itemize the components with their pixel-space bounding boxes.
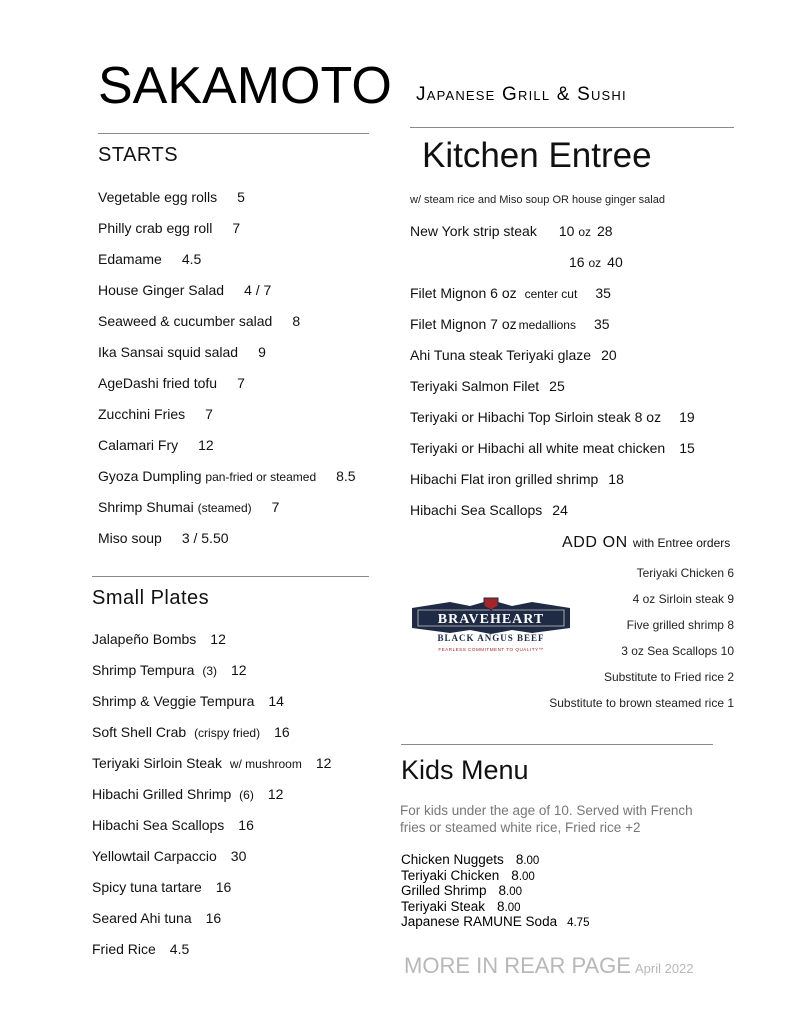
menu-item xyxy=(92,940,189,958)
item-name: AgeDashi fried tofu xyxy=(98,375,218,391)
item-price: 35 xyxy=(595,285,611,301)
item-price-cents: .00 xyxy=(504,901,521,914)
item-price: 7 xyxy=(237,375,245,391)
item-price: 16 xyxy=(215,879,232,895)
item-name: Teriyaki or Hibachi all white meat chicken xyxy=(410,440,666,456)
item-name: Zucchini Fries xyxy=(98,406,186,422)
item-price: 28 xyxy=(597,223,613,239)
item-name: Filet Mignon 6 oz xyxy=(410,285,517,301)
item-price: 3 / 5.50 xyxy=(181,530,229,546)
menu-item xyxy=(98,312,300,330)
item-name: Spicy tuna tartare xyxy=(92,879,202,895)
entree-item xyxy=(410,222,613,241)
item-price: 25 xyxy=(549,378,565,394)
item-price: 8 xyxy=(511,867,519,883)
item-name: Seaweed & cucumber salad xyxy=(98,313,273,329)
add-on-item: 3 oz Sea Scallops 10 xyxy=(621,644,734,658)
item-name: Teriyaki Sirloin Steak xyxy=(92,755,222,771)
item-note: pan-fried or steamed xyxy=(205,470,317,484)
item-price: 35 xyxy=(593,316,610,332)
add-on-item: Substitute to Fried rice 2 xyxy=(603,670,734,684)
item-price: 4.5 xyxy=(169,941,190,957)
item-name: Calamari Fry xyxy=(98,437,179,453)
item-name: Yellowtail Carpaccio xyxy=(92,848,217,864)
menu-item xyxy=(98,529,229,547)
item-name: Japanese RAMUNE Soda xyxy=(401,914,558,929)
starts-heading: STARTS xyxy=(98,144,179,166)
item-name: Teriyaki Salmon Filet xyxy=(410,378,540,394)
menu-item xyxy=(98,498,279,517)
item-note: (steamed) xyxy=(197,501,252,515)
item-price: 16 xyxy=(205,910,222,926)
add-on-item: Teriyaki Chicken 6 xyxy=(636,566,734,580)
add-on-item: Substitute to brown steamed rice 1 xyxy=(549,696,734,710)
item-name: Edamame xyxy=(98,251,162,267)
restaurant-tagline: Japanese Grill & Sushi xyxy=(416,84,627,105)
item-name: Hibachi Grilled Shrimp xyxy=(92,786,232,802)
item-name: Hibachi Sea Scallops xyxy=(92,817,225,833)
item-price: 8.5 xyxy=(336,468,356,484)
entree-item xyxy=(410,346,617,364)
divider-small-plates xyxy=(92,576,369,577)
item-note: (3) xyxy=(202,664,218,678)
divider-kids xyxy=(401,744,713,745)
menu-item xyxy=(98,374,245,392)
menu-item xyxy=(92,661,247,680)
item-price-cents: .00 xyxy=(506,886,523,898)
item-name: Gyoza Dumpling xyxy=(98,468,202,484)
kitchen-entree-heading: Kitchen Entree xyxy=(422,136,652,175)
item-name: Miso soup xyxy=(98,530,162,546)
braveheart-logo-graphic xyxy=(410,596,572,656)
item-price: 4.75 xyxy=(567,917,590,929)
divider-entree xyxy=(410,127,734,128)
entree-item xyxy=(410,315,610,334)
add-on-heading xyxy=(562,534,730,552)
kitchen-entree-note: w/ steam rice and Miso soup OR house ginger salad xyxy=(410,194,665,206)
add-on-item: Five grilled shrimp 8 xyxy=(626,618,734,632)
menu-item xyxy=(92,754,331,773)
item-name: Chicken Nuggets xyxy=(401,852,504,867)
divider-starts xyxy=(98,133,369,134)
item-name: Fried Rice xyxy=(92,941,156,957)
item-unit: oz xyxy=(588,256,602,270)
item-price: 16 xyxy=(238,817,254,833)
menu-item xyxy=(98,436,214,454)
entree-item xyxy=(410,470,624,488)
add-on-subtitle: with Entree orders xyxy=(632,536,731,550)
logo-line3-text: FEARLESS COMMITMENT TO QUALITY™ xyxy=(438,647,544,652)
add-on-title: ADD ON xyxy=(562,534,628,551)
item-name: Shrimp Shumai xyxy=(98,499,194,515)
item-price: 7 xyxy=(205,406,213,422)
item-price: 12 xyxy=(315,755,332,771)
item-name: Ika Sansai squid salad xyxy=(98,344,239,360)
item-note: (6) xyxy=(239,788,254,802)
item-price: 20 xyxy=(601,347,617,363)
menu-item xyxy=(98,250,201,268)
menu-item xyxy=(98,343,266,361)
menu-item xyxy=(92,723,290,742)
item-price-cents: .00 xyxy=(523,855,540,867)
item-name: House Ginger Salad xyxy=(98,282,225,298)
item-price: 40 xyxy=(607,254,623,270)
small-plates-heading: Small Plates xyxy=(92,587,210,609)
item-price-cents: .00 xyxy=(518,870,535,883)
footer-date: April 2022 xyxy=(634,961,694,976)
item-price: 9 xyxy=(258,344,266,360)
item-price: 30 xyxy=(230,848,247,864)
logo-line2-text: BLACK ANGUS BEEF xyxy=(437,633,545,643)
kids-item xyxy=(401,899,521,916)
kids-item xyxy=(401,883,522,900)
kids-menu-heading: Kids Menu xyxy=(401,755,529,785)
entree-item xyxy=(410,284,611,303)
item-name: Shrimp Tempura xyxy=(92,662,195,678)
braveheart-logo xyxy=(410,596,572,656)
menu-item xyxy=(92,785,283,804)
item-price: 7 xyxy=(232,220,241,236)
item-name: Jalapeño Bombs xyxy=(92,631,197,647)
item-price: 12 xyxy=(267,786,284,802)
item-price: 4.5 xyxy=(181,251,202,267)
item-price: 8 xyxy=(498,883,507,898)
logo-brand-text: BRAVEHEART xyxy=(437,612,545,627)
menu-item xyxy=(92,630,226,648)
item-price: 5 xyxy=(237,189,245,205)
menu-item xyxy=(92,909,221,927)
item-name: Hibachi Flat iron grilled shrimp xyxy=(410,471,599,487)
item-name: Soft Shell Crab xyxy=(92,724,187,740)
add-on-item: 4 oz Sirloin steak 9 xyxy=(632,592,734,606)
entree-item xyxy=(410,377,565,395)
item-note: medallions xyxy=(518,318,576,332)
item-price: 7 xyxy=(271,499,280,515)
item-name: Hibachi Sea Scallops xyxy=(410,502,543,518)
menu-item xyxy=(98,281,271,299)
item-price: 24 xyxy=(552,502,568,518)
item-size: 10 xyxy=(558,223,575,239)
kids-item xyxy=(401,914,589,931)
item-price: 8 xyxy=(515,852,524,867)
menu-item xyxy=(92,692,284,710)
item-name: Teriyaki Steak xyxy=(401,898,486,914)
item-name: Teriyaki Chicken xyxy=(401,867,500,883)
item-name: Vegetable egg rolls xyxy=(98,189,218,205)
kids-menu-note: For kids under the age of 10. Served with French fries or steamed white rice, Fried rice +2 xyxy=(400,803,693,835)
kids-item xyxy=(401,852,539,869)
footer-text: MORE IN REAR PAGE xyxy=(404,953,631,978)
entree-item xyxy=(410,501,568,519)
item-price: 19 xyxy=(679,409,695,425)
menu-item xyxy=(98,219,240,237)
item-price: 16 xyxy=(274,724,290,740)
item-price: 15 xyxy=(679,440,695,456)
item-price: 12 xyxy=(198,437,214,453)
item-price: 4 / 7 xyxy=(244,282,272,298)
item-name: New York strip steak xyxy=(410,223,537,239)
entree-item xyxy=(410,408,695,426)
item-name: Grilled Shrimp xyxy=(401,883,487,898)
menu-item xyxy=(92,878,231,896)
menu-item xyxy=(98,188,245,206)
item-name: Seared Ahi tuna xyxy=(92,910,192,926)
item-name: Teriyaki or Hibachi Top Sirloin steak 8 oz xyxy=(410,409,662,425)
entree-item xyxy=(410,439,695,457)
item-size: 16 xyxy=(569,254,585,270)
item-name: Philly crab egg roll xyxy=(98,220,213,236)
kids-item xyxy=(401,868,535,885)
menu-item xyxy=(92,847,246,865)
item-note: (crispy fried) xyxy=(194,726,261,740)
item-price: 12 xyxy=(231,662,247,678)
menu-item xyxy=(98,405,213,423)
item-price: 8 xyxy=(497,898,505,914)
restaurant-name: SAKAMOTO xyxy=(98,57,392,115)
item-name: Ahi Tuna steak Teriyaki glaze xyxy=(410,347,592,363)
item-price: 14 xyxy=(268,693,284,709)
footer-note xyxy=(404,953,694,979)
item-price: 18 xyxy=(608,471,624,487)
item-note: w/ mushroom xyxy=(229,757,302,771)
item-note: center cut xyxy=(524,287,578,301)
item-price: 12 xyxy=(210,631,226,647)
item-unit: oz xyxy=(578,225,591,239)
item-price: 8 xyxy=(292,313,301,329)
item-name: Filet Mignon 7 oz xyxy=(410,316,517,332)
item-name: Shrimp & Veggie Tempura xyxy=(92,693,255,709)
menu-item xyxy=(98,467,356,486)
entree-item xyxy=(569,253,623,272)
menu-item xyxy=(92,816,254,834)
